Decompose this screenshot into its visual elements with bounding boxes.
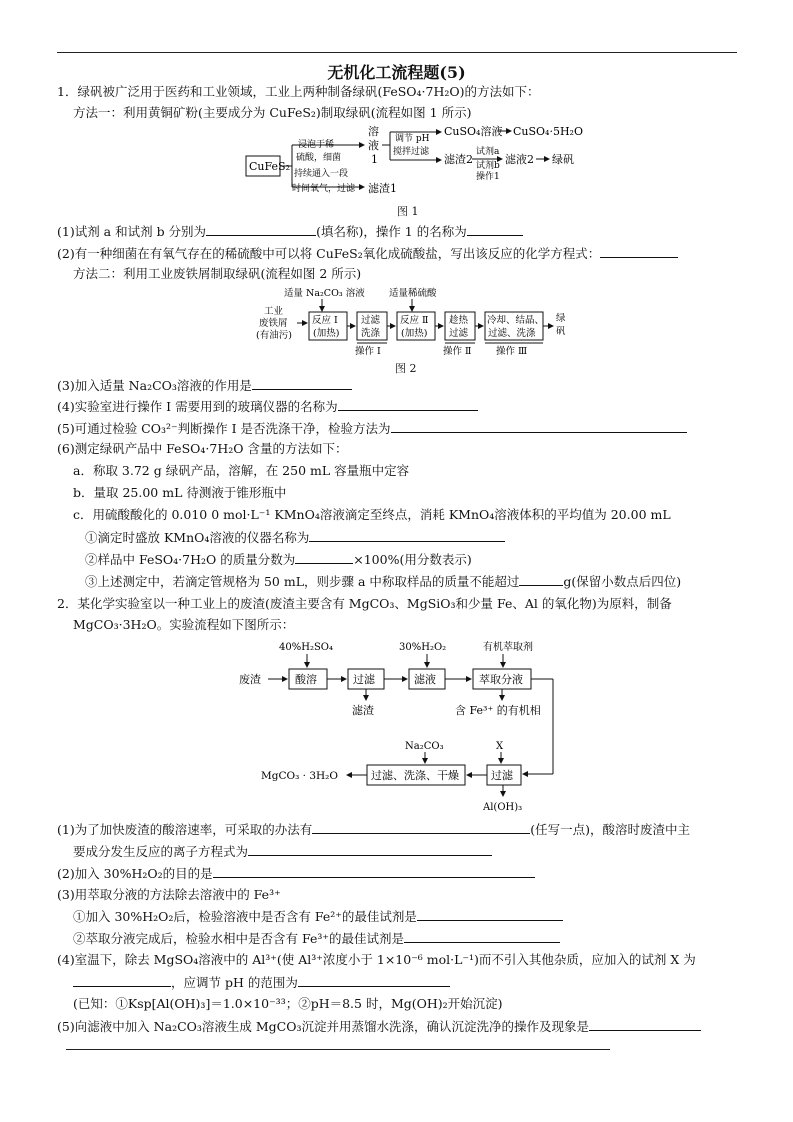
q2-fig-aloh3: Al(OH)₃ (483, 802, 523, 813)
fig1-cond-ph2: 搅拌过滤 (393, 147, 430, 157)
page-title: 无机化工流程题(5) (327, 63, 466, 82)
fig1-residue1: 滤渣1 (368, 182, 397, 195)
q1-part1-text-b: (填名称)，操作 1 的名称为 (316, 224, 467, 239)
figure-1-label: 图 1 (397, 205, 419, 218)
fig1-cond-ph1: 调节 pH (395, 134, 430, 144)
q2-part3-1-text: ①加入 30%H₂O₂后，检验溶液中是否含有 Fe²⁺的最佳试剂是 (73, 909, 417, 924)
q2-part4-known: (已知：①Ksp[Al(OH)₃]＝1.0×10⁻³³；②pH＝8.5 时，Mg(OH)₂开始沉淀) (73, 996, 503, 1011)
q1-part6-3-text: ③上述测定中，若滴定管规格为 50 mL，则步骤 a 中称取样品的质量不能超过 (85, 574, 520, 589)
q2-fig-na2co3: Na₂CO₃ (405, 741, 444, 752)
fig1-cond-top1: 浸泡于稀 (298, 140, 335, 150)
q2-fig-h2so4: 40%H₂SO₄ (279, 642, 334, 653)
fig1-product: 绿矾 (552, 153, 574, 166)
answer-blank[interactable] (600, 245, 678, 258)
q1-stem: 1．绿矾被广泛用于医药和工业领域，工业上两种制备绿矾(FeSO₄·7H₂O)的方法如下： (57, 84, 540, 99)
q2-fig-residue: 滤渣 (352, 704, 374, 717)
q2-part1-cont (73, 843, 492, 860)
answer-blank[interactable] (309, 529, 505, 542)
fig1-start: CuFeS₂ (249, 160, 290, 173)
q1-method2: 方法二：利用工业废铁屑制取绿矾(流程如图 2 所示) (73, 266, 362, 281)
q1-part6-b: b．量取 25.00 mL 待测液于锥形瓶中 (73, 485, 287, 500)
q1-part5-text: (5)可通过检验 CO₃²⁻判断操作 Ⅰ 是否洗涤干净，检验方法为 (57, 421, 391, 436)
fig2-op3: 操作 Ⅲ (496, 346, 528, 357)
q1-part3 (57, 377, 352, 394)
q1-part6: (6)测定绿矾产品中 FeSO₄·7H₂O 含量的方法如下： (57, 441, 348, 456)
q2-part1-text: (1)为了加快废渣的酸溶速率，可采取的办法有 (57, 822, 313, 837)
fig2-h2so4: 适量稀硫酸 (389, 288, 437, 299)
fig1-cuso4-5h2o: CuSO₄·5H₂O (513, 125, 583, 138)
answer-line-bottom[interactable] (66, 1049, 610, 1050)
q1-part5 (57, 420, 687, 437)
fig2-f2a: 趁热 (449, 315, 469, 326)
q2-part3: (3)用萃取分液的方法除去溶液中的 Fe³⁺ (57, 887, 281, 902)
fig2-f3b: 过滤、洗涤 (488, 328, 536, 339)
figure-2-flowchart (254, 285, 584, 357)
q2-fig-filter: 过滤 (353, 673, 375, 686)
q2-part3-1 (73, 908, 563, 925)
q2-part4-cont (73, 974, 450, 991)
fig2-op2: 操作 Ⅱ (443, 346, 472, 357)
answer-blank[interactable] (252, 377, 352, 390)
q2-flowchart (235, 636, 565, 814)
q2-fig-fwd: 过滤、洗涤、干燥 (371, 769, 459, 782)
fig2-start2: 废铁屑 (259, 318, 288, 329)
q2-fig-filter2: 过滤 (491, 769, 513, 782)
fig1-sol1-a: 溶 (368, 125, 379, 138)
q2-part4: (4)室温下，除去 MgSO₄溶液中的 Al³⁺(使 Al³⁺浓度小于 1×10⁻⁶ mol·L⁻¹)而不引入其他杂质，应加入的试剂 X 为 (57, 952, 696, 967)
answer-blank[interactable] (391, 420, 687, 433)
q1-part6-a: a．称取 3.72 g 绿矾产品，溶解，在 250 mL 容量瓶中定容 (73, 463, 410, 478)
q1-part4 (57, 398, 478, 415)
q2-fig-x: X (496, 741, 504, 752)
fig2-start1: 工业 (264, 306, 284, 317)
answer-blank[interactable] (467, 223, 523, 236)
fig1-cond-top2: 硫酸，细菌 (296, 153, 342, 163)
answer-blank[interactable] (295, 551, 353, 564)
fig2-product1: 绿 (556, 313, 566, 324)
q1-part1 (57, 223, 523, 240)
fig1-solution2: 滤液2 (505, 153, 534, 166)
q2-fig-waste: 废渣 (239, 673, 261, 686)
figure-2-label: 图 2 (395, 362, 417, 375)
answer-blank[interactable] (298, 974, 450, 987)
fig2-r1b: (加热) (313, 328, 340, 339)
fig2-product2: 矾 (556, 326, 566, 337)
q2-fig-organic: 含 Fe³⁺ 的有机相 (455, 704, 541, 717)
q2-part3-2 (73, 930, 560, 947)
answer-blank[interactable] (312, 821, 530, 834)
q2-part1-text-b: (任写一点)，酸溶时废渣中主 (530, 822, 690, 837)
figure-1-flowchart (240, 123, 600, 198)
fig2-r1a: 反应 Ⅰ (312, 315, 338, 326)
q2-fig-extract: 萃取分液 (479, 673, 523, 686)
fig2-na2co3: 适量 Na₂CO₃ 溶液 (284, 288, 365, 299)
q1-part6-3-text-b: g(保留小数点后四位) (563, 574, 682, 589)
fig2-op1: 操作 Ⅰ (355, 346, 381, 357)
answer-blank[interactable] (417, 908, 563, 921)
q1-part6-1-text: ①滴定时盛放 KMnO₄溶液的仪器名称为 (85, 530, 310, 545)
fig2-r2b: (加热) (401, 328, 428, 339)
q1-part6-2-text: ②样品中 FeSO₄·7H₂O 的质量分数为 (85, 552, 296, 567)
answer-blank[interactable] (589, 1018, 701, 1031)
fig1-cond-bot2: 时间氧气，过滤 (292, 184, 356, 194)
fig2-start3: (有油污) (256, 330, 292, 341)
fig1-reagent-b: 试剂b (476, 161, 500, 171)
q2-part3-2-text: ②萃取分液完成后，检验水相中是否含有 Fe³⁺的最佳试剂是 (73, 931, 404, 946)
q2-part2 (57, 865, 535, 882)
q2-fig-extractant: 有机萃取剂 (483, 642, 533, 653)
answer-blank[interactable] (73, 974, 171, 987)
fig2-f3a: 冷却、结晶、 (487, 315, 545, 326)
fig1-cond-bot1: 持续通入一段 (294, 169, 349, 179)
fig1-sol1-b: 液 (368, 139, 379, 152)
fig2-f2b: 过滤 (449, 328, 469, 339)
q2-part2-text: (2)加入 30%H₂O₂的目的是 (57, 866, 213, 881)
fig1-op1: 操作1 (476, 172, 500, 182)
q2-part1-text-c: 要成分发生反应的离子方程式为 (73, 844, 249, 859)
q1-part6-c: c．用硫酸酸化的 0.010 0 mol·L⁻¹ KMnO₄溶液滴定至终点，消耗 KMnO₄溶液体积的平均值为 20.00 mL (73, 507, 671, 522)
q1-part4-text: (4)实验室进行操作 Ⅰ 需要用到的玻璃仪器的名称为 (57, 399, 338, 414)
q1-part2-text: (2)有一种细菌在有氧气存在的稀硫酸中可以将 CuFeS₂氧化成硫酸盐，写出该反应的化学方程式： (57, 246, 601, 261)
answer-blank[interactable] (206, 223, 316, 236)
fig2-f1a: 过滤 (361, 315, 381, 326)
q2-stem-2: MgCO₃·3H₂O。实验流程如下图所示： (73, 617, 295, 632)
q2-part1 (57, 821, 690, 838)
q1-part6-2-text-b: ×100%(用分数表示) (353, 552, 472, 567)
q2-part5 (57, 1018, 701, 1035)
answer-blank[interactable] (338, 398, 478, 411)
fig2-f1b: 洗涤 (361, 328, 381, 339)
fig1-residue2: 滤渣2 (444, 153, 473, 166)
q2-part4-text-b: ，应调节 pH 的范围为 (171, 975, 298, 990)
top-rule (57, 52, 737, 53)
q1-part6-3 (85, 573, 681, 590)
q1-part2 (57, 245, 678, 262)
q2-part5-text: (5)向滤液中加入 Na₂CO₃溶液生成 MgCO₃沉淀并用蒸馏水洗涤，确认沉淀洗净的操作及现象是 (57, 1019, 590, 1034)
answer-blank[interactable] (248, 843, 492, 856)
fig2-r2a: 反应 Ⅱ (400, 315, 429, 326)
answer-blank[interactable] (213, 865, 535, 878)
q2-fig-filtrate: 滤液 (414, 673, 436, 686)
q1-part6-1 (85, 529, 505, 546)
q1-part1-text: (1)试剂 a 和试剂 b 分别为 (57, 224, 207, 239)
q2-fig-h2o2: 30%H₂O₂ (399, 642, 447, 653)
answer-blank[interactable] (519, 573, 563, 586)
fig1-cuso4: CuSO₄溶液 (444, 125, 503, 138)
q1-part6-2 (85, 551, 472, 568)
answer-blank[interactable] (404, 930, 560, 943)
fig1-sol1-c: 1 (371, 153, 378, 166)
q2-fig-product: MgCO₃ · 3H₂O (261, 770, 338, 782)
q1-method1: 方法一：利用黄铜矿粉(主要成分为 CuFeS₂)制取绿矾(流程如图 1 所示) (73, 105, 472, 120)
q2-stem-1: 2．某化学实验室以一种工业上的废渣(废渣主要含有 MgCO₃、MgSiO₃和少量 Fe、Al 的氧化物)为原料，制备 (57, 596, 672, 611)
fig1-reagent-a: 试剂a (476, 147, 500, 157)
q1-part3-text: (3)加入适量 Na₂CO₃溶液的作用是 (57, 378, 252, 393)
q2-fig-acid: 酸溶 (295, 673, 317, 686)
